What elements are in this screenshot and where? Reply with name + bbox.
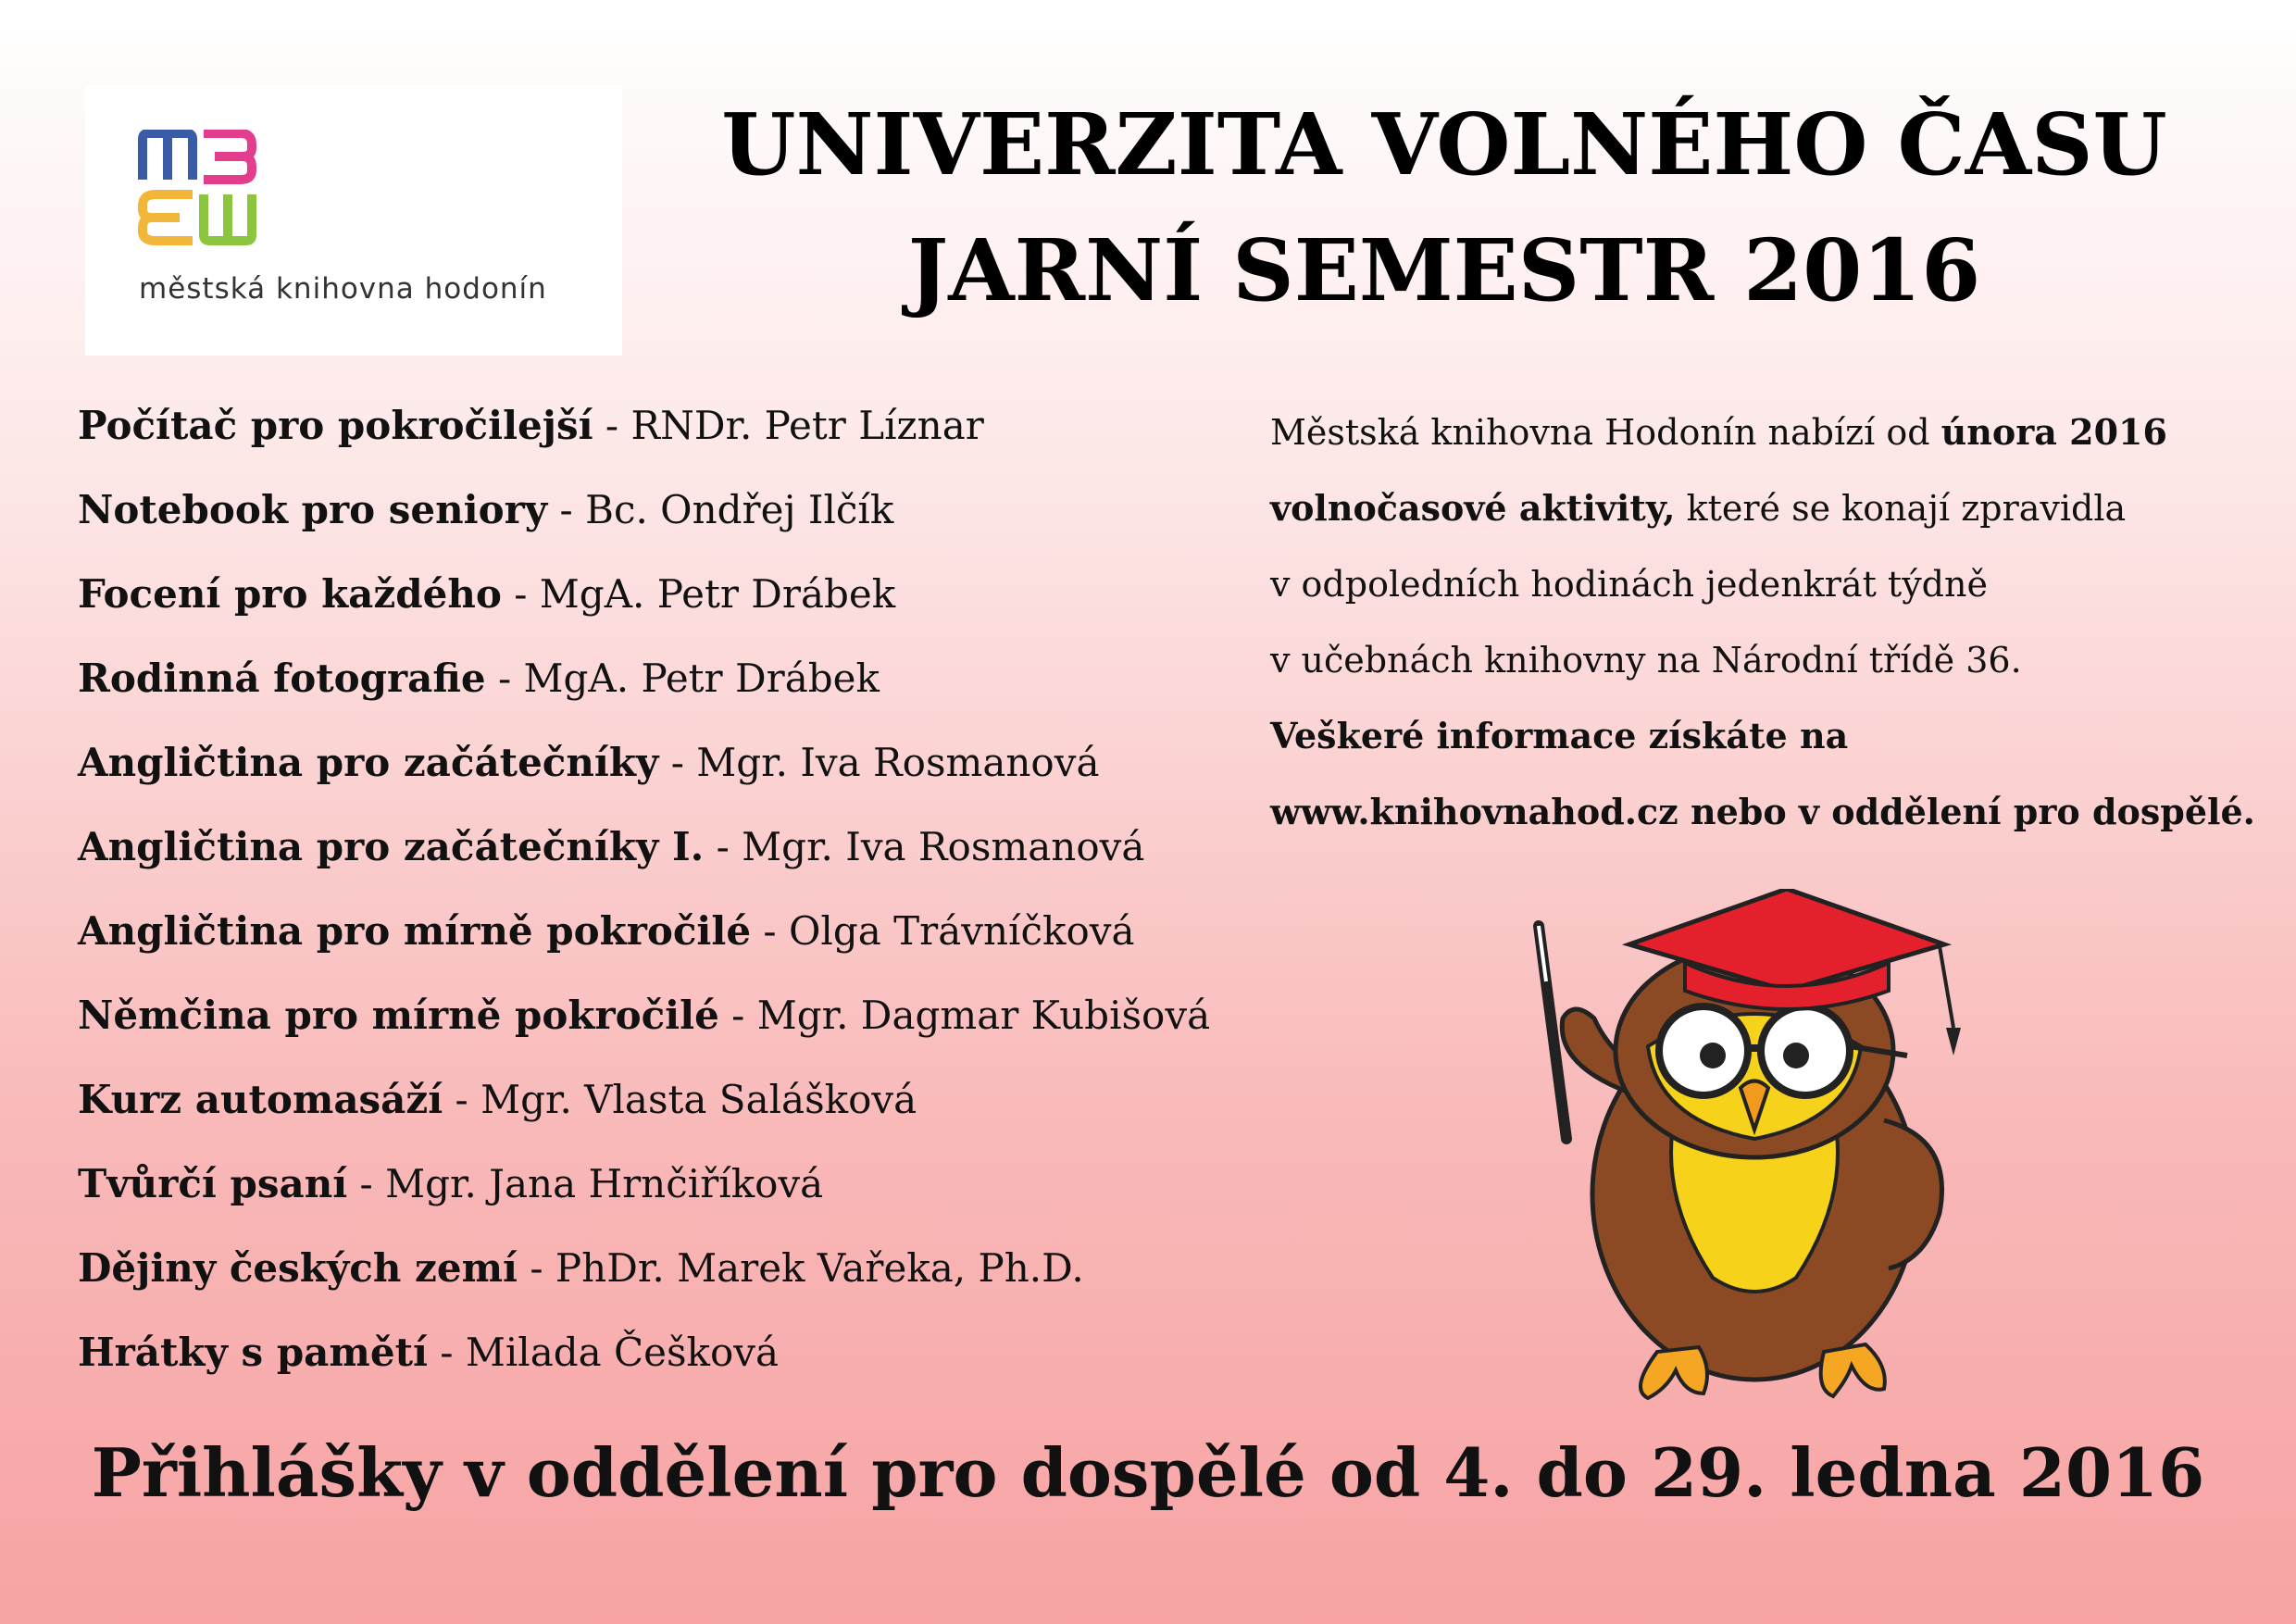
info-line: v odpoledních hodinách jedenkrát týdně [1270, 564, 1988, 605]
library-logo-icon [137, 130, 257, 250]
info-website-line: www.knihovnahod.cz nebo v oddělení pro dospělé. [1270, 791, 2255, 832]
course-item [78, 902, 1210, 986]
course-separator: - [704, 824, 742, 869]
info-line [1270, 394, 2252, 470]
course-name: Angličtina pro začátečníky [78, 740, 659, 785]
course-separator: - [347, 1161, 386, 1206]
course-name: Kurz automasáží [78, 1077, 443, 1122]
course-name: Angličtina pro začátečníky I. [78, 824, 705, 869]
course-lecturer: Bc. Ondřej Ilčík [585, 487, 894, 532]
course-item [78, 1239, 1210, 1323]
info-text: Městská knihovna Hodonín nabízí od [1270, 412, 1941, 453]
course-item [78, 649, 1210, 733]
course-list [78, 396, 1210, 1407]
course-item [78, 733, 1210, 818]
info-paragraph [1270, 394, 2255, 850]
course-name: Rodinná fotografie [78, 656, 486, 701]
logo-caption: městská knihovna hodonín [139, 272, 547, 306]
course-item [78, 396, 1210, 481]
poster-subtitle: JARNÍ SEMESTR 2016 [907, 220, 1981, 320]
course-lecturer: Mgr. Jana Hrnčiříková [385, 1161, 824, 1206]
course-name: Focení pro každého [78, 571, 502, 617]
course-lecturer: PhDr. Marek Vařeka, Ph.D. [555, 1245, 1084, 1291]
owl-graduate-icon [1518, 889, 2000, 1407]
course-lecturer: RNDr. Petr Líznar [630, 403, 984, 448]
course-item [78, 1323, 1210, 1407]
course-item [78, 986, 1210, 1070]
course-lecturer: Mgr. Dagmar Kubišová [756, 993, 1211, 1038]
course-item [78, 565, 1210, 649]
info-highlight: volnočasové aktivity, [1270, 487, 1676, 529]
registration-notice: Přihlášky v oddělení pro dospělé od 4. do 29. ledna 2016 [91, 1433, 2205, 1512]
course-separator: - [501, 571, 540, 617]
course-separator: - [593, 403, 631, 448]
course-lecturer: Mgr. Vlasta Salášková [480, 1077, 917, 1122]
course-name: Němčina pro mírně pokročilé [78, 993, 719, 1038]
course-separator: - [518, 1245, 555, 1291]
course-separator: - [485, 656, 524, 701]
info-line [1270, 470, 2252, 546]
course-separator: - [443, 1077, 481, 1122]
course-lecturer: Mgr. Iva Rosmanová [696, 740, 1100, 785]
library-logo [85, 85, 622, 356]
course-item [78, 481, 1210, 565]
course-separator: - [547, 487, 586, 532]
course-lecturer: Milada Češková [465, 1330, 780, 1375]
course-item [78, 1070, 1210, 1155]
course-lecturer: Mgr. Iva Rosmanová [742, 824, 1145, 869]
info-highlight: února 2016 [1940, 411, 2167, 453]
course-item [78, 818, 1210, 902]
course-name: Počítač pro pokročilejší [78, 403, 593, 448]
course-name: Dějiny českých zemí [78, 1245, 518, 1291]
course-item [78, 1155, 1210, 1239]
course-separator: - [718, 993, 757, 1038]
course-name: Tvůrčí psaní [78, 1161, 348, 1206]
info-text: které se konají zpravidla [1675, 488, 2127, 529]
course-lecturer: MgA. Petr Drábek [539, 571, 896, 617]
course-separator: - [751, 908, 789, 954]
course-separator: - [658, 740, 697, 785]
info-contact-line: Veškeré informace získáte na [1270, 715, 1849, 756]
course-name: Angličtina pro mírně pokročilé [78, 908, 752, 954]
course-name: Hrátky s pamětí [78, 1330, 428, 1375]
course-lecturer: Olga Trávníčková [788, 908, 1135, 954]
course-name: Notebook pro seniory [78, 487, 548, 532]
info-line: v učebnách knihovny na Národní třídě 36. [1270, 640, 2022, 681]
course-separator: - [427, 1330, 466, 1375]
course-lecturer: MgA. Petr Drábek [523, 656, 880, 701]
poster-title: UNIVERZITA VOLNÉHO ČASU [721, 94, 2167, 194]
